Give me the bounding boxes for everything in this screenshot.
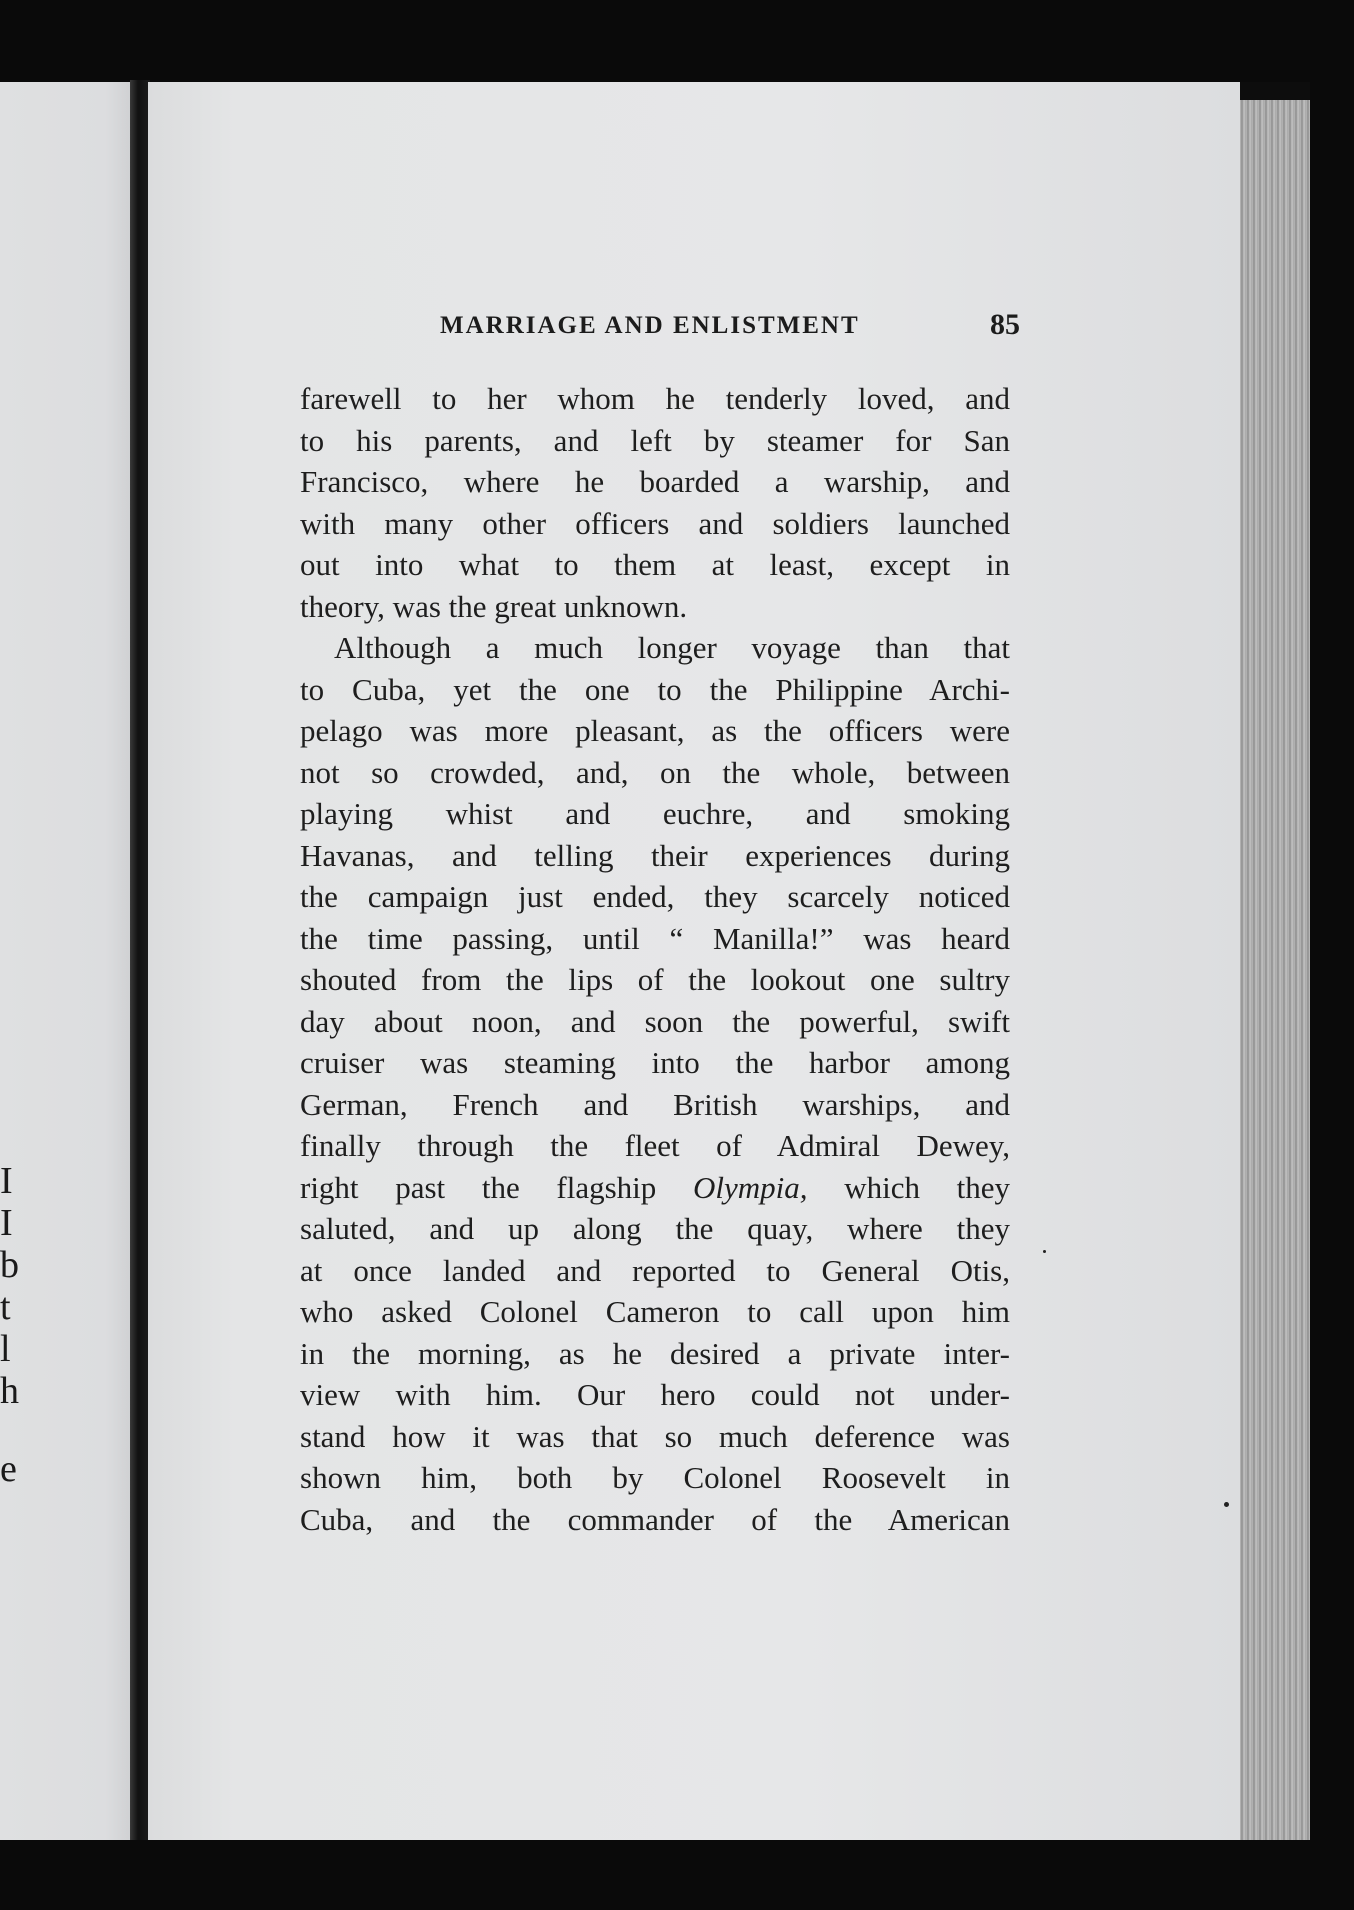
- text-line: stand how it was that so much deference was: [300, 1418, 1010, 1454]
- left-fragment: b: [0, 1244, 19, 1286]
- text-line-segment: right past the flagship: [300, 1169, 657, 1205]
- left-fragment: I: [0, 1160, 13, 1202]
- text-line: the campaign just ended, they scarcely noticed: [300, 879, 1010, 914]
- text-line: German, French and British warships, and: [300, 1086, 1010, 1122]
- text-line: who asked Colonel Cameron to call upon him: [300, 1294, 1010, 1329]
- text-line: not so crowded, and, on the whole, between: [300, 754, 1010, 790]
- text-line: Francisco, where he boarded a warship, and: [300, 464, 1010, 499]
- text-line: to Cuba, yet the one to the Philippine Archi-: [300, 671, 1010, 707]
- text-line: to his parents, and left by steamer for San: [300, 422, 1010, 458]
- text-line: at once landed and reported to General Otis,: [300, 1252, 1010, 1288]
- text-line: day about noon, and soon the powerful, swift: [300, 1003, 1010, 1039]
- ship-name: Olympia,: [692, 1169, 808, 1205]
- left-fragment: t: [0, 1286, 11, 1328]
- left-page-text-fragments: [0, 1160, 19, 1490]
- book-gutter: [130, 80, 150, 1840]
- page-number: 85: [990, 308, 1020, 341]
- scan-speck: [1043, 1250, 1046, 1253]
- page-edge-stack: [1240, 100, 1314, 1840]
- text-line: Although a much longer voyage than that: [334, 630, 1010, 665]
- scan-bottom-border: [0, 1840, 1354, 1910]
- left-page-edge: [0, 82, 132, 1840]
- text-line: playing whist and euchre, and smoking: [300, 796, 1010, 831]
- scan-top-border: [0, 0, 1354, 82]
- body-text: [300, 378, 1010, 1540]
- text-line: finally through the fleet of Admiral Dewey,: [300, 1128, 1010, 1163]
- text-line-segment: which they: [844, 1169, 1011, 1205]
- text-line: the time passing, until “ Manilla!” was heard: [300, 920, 1010, 956]
- text-line: view with him. Our hero could not under-: [300, 1377, 1010, 1412]
- left-fragment: e: [0, 1448, 17, 1490]
- left-fragment: I: [0, 1202, 13, 1244]
- text-line: saluted, and up along the quay, where they: [300, 1211, 1010, 1246]
- running-head: [440, 308, 1020, 352]
- text-line: in the morning, as he desired a private inter-: [300, 1335, 1010, 1371]
- running-head-title: MARRIAGE AND ENLISTMENT: [440, 312, 860, 339]
- text-line: shown him, both by Colonel Roosevelt in: [300, 1460, 1010, 1495]
- text-line: [300, 1167, 1010, 1209]
- text-line: out into what to them at least, except in: [300, 547, 1010, 582]
- left-fragment: l: [0, 1328, 11, 1370]
- text-line: pelago was more pleasant, as the officers were: [300, 713, 1010, 748]
- text-line: shouted from the lips of the lookout one sultry: [300, 962, 1010, 997]
- left-fragment: h: [0, 1370, 19, 1412]
- text-line: Havanas, and telling their experiences during: [300, 837, 1010, 873]
- scan-speck: [1224, 1502, 1229, 1507]
- text-line: farewell to her whom he tenderly loved, and: [300, 381, 1010, 416]
- text-line: Cuba, and the commander of the American: [300, 1501, 1010, 1537]
- text-line: cruiser was steaming into the harbor among: [300, 1045, 1010, 1080]
- text-line: with many other officers and soldiers launched: [300, 505, 1010, 541]
- text-line: theory, was the great unknown.: [300, 588, 688, 624]
- scan-right-border: [1310, 82, 1354, 1840]
